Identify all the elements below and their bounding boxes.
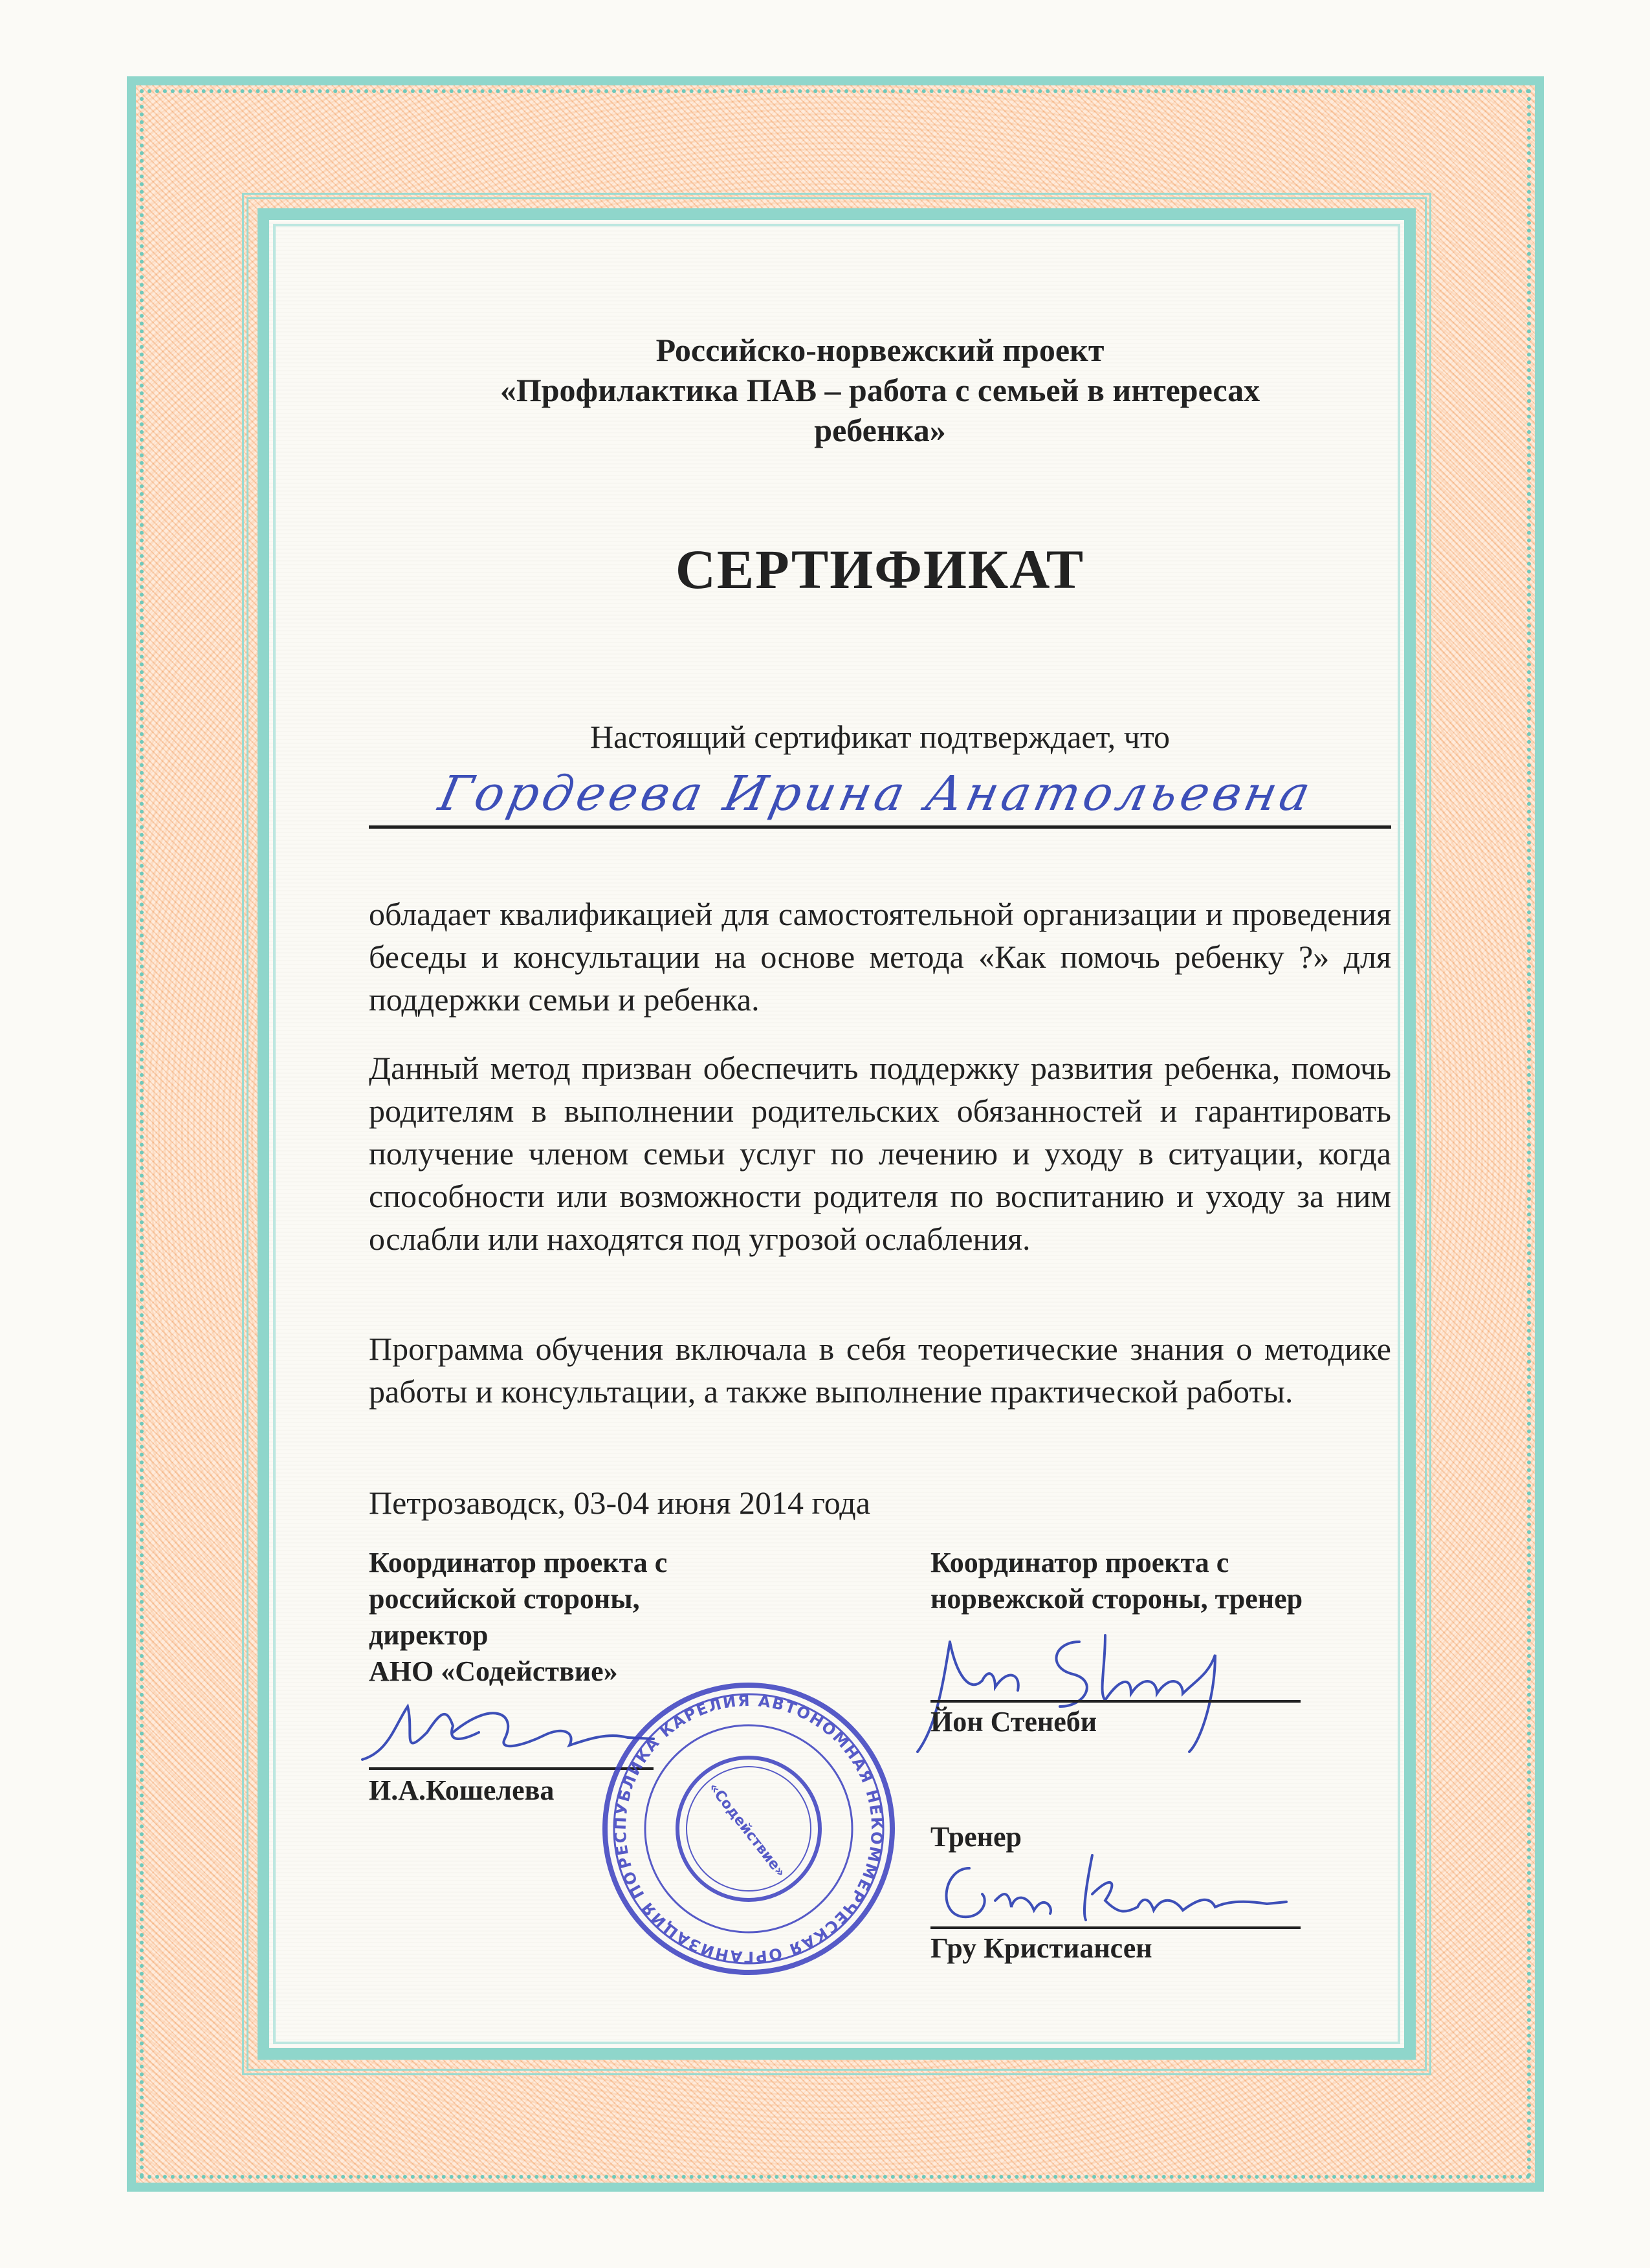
header-line-1: Российско-норвежский проект (655, 332, 1105, 368)
header-line-3: ребенка» (814, 412, 946, 448)
project-header (369, 330, 1391, 450)
kristiansen-name: Гру Кристиансен (930, 1932, 1152, 1964)
norwegian-coordinator-block (930, 1545, 1422, 1964)
stamp-outer-text: РЕСПУБЛИКА КАРЕЛИЯ АВТОНОМНАЯ НЕКОММЕРЧЕСКАЯ ОРГАНИЗАЦИЯ ПО (611, 1691, 886, 1967)
role-line: российской стороны, (369, 1583, 640, 1615)
russian-coordinator-name: И.А.Кошелева (369, 1774, 555, 1806)
role-line: АНО «Содействие» (369, 1655, 618, 1687)
steneby-name: Йон Стенеби (930, 1706, 1097, 1738)
norwegian-coordinator-role (930, 1545, 1422, 1617)
trainer-label: Тренер (930, 1821, 1022, 1853)
recipient-name-line (369, 763, 1391, 829)
stamp-center-text: «Содействие» (705, 1780, 789, 1881)
recipient-name: Гордеева Ирина Анатольевна (434, 766, 1319, 822)
official-stamp (597, 1677, 901, 1981)
role-line: директор (369, 1619, 489, 1651)
qualification-paragraph: обладает квалификацией для самостоятельной организации и проведения беседы и консультации на основе метода «Как помочь ребенку ?» для поддержки семьи и ребенка. (369, 896, 1391, 1018)
role-line: Координатор проекта с (930, 1547, 1229, 1578)
signature-line (930, 1926, 1301, 1929)
place-date: Петрозаводск, 03-04 июня 2014 года (369, 1485, 870, 1521)
russian-coordinator-block (369, 1545, 822, 1806)
signature-line (930, 1700, 1301, 1703)
intro-text: Настоящий сертификат подтверждает, что (589, 719, 1171, 755)
certificate-title: СЕРТИФИКАТ (675, 538, 1085, 600)
role-line: норвежской стороны, тренер (930, 1583, 1303, 1615)
russian-coordinator-role (369, 1545, 822, 1690)
method-paragraph: Данный метод призван обеспечить поддержку развития ребенка, помочь родителям в выполнении родительских обязанностей и гарантировать получение членом семьи услуг по лечению и уходу в ситуации, когда способности или возможности родителя по воспитанию и уходу за ним ослабли или находятся под угрозой ослабления. (369, 1050, 1391, 1257)
header-line-2: «Профилактика ПАВ – работа с семьей в интересах (500, 372, 1260, 408)
role-line: Координатор проекта с (369, 1547, 668, 1578)
program-paragraph: Программа обучения включала в себя теоретические знания о методике работы и консультации, а также выполнение практической работы. (369, 1331, 1391, 1410)
